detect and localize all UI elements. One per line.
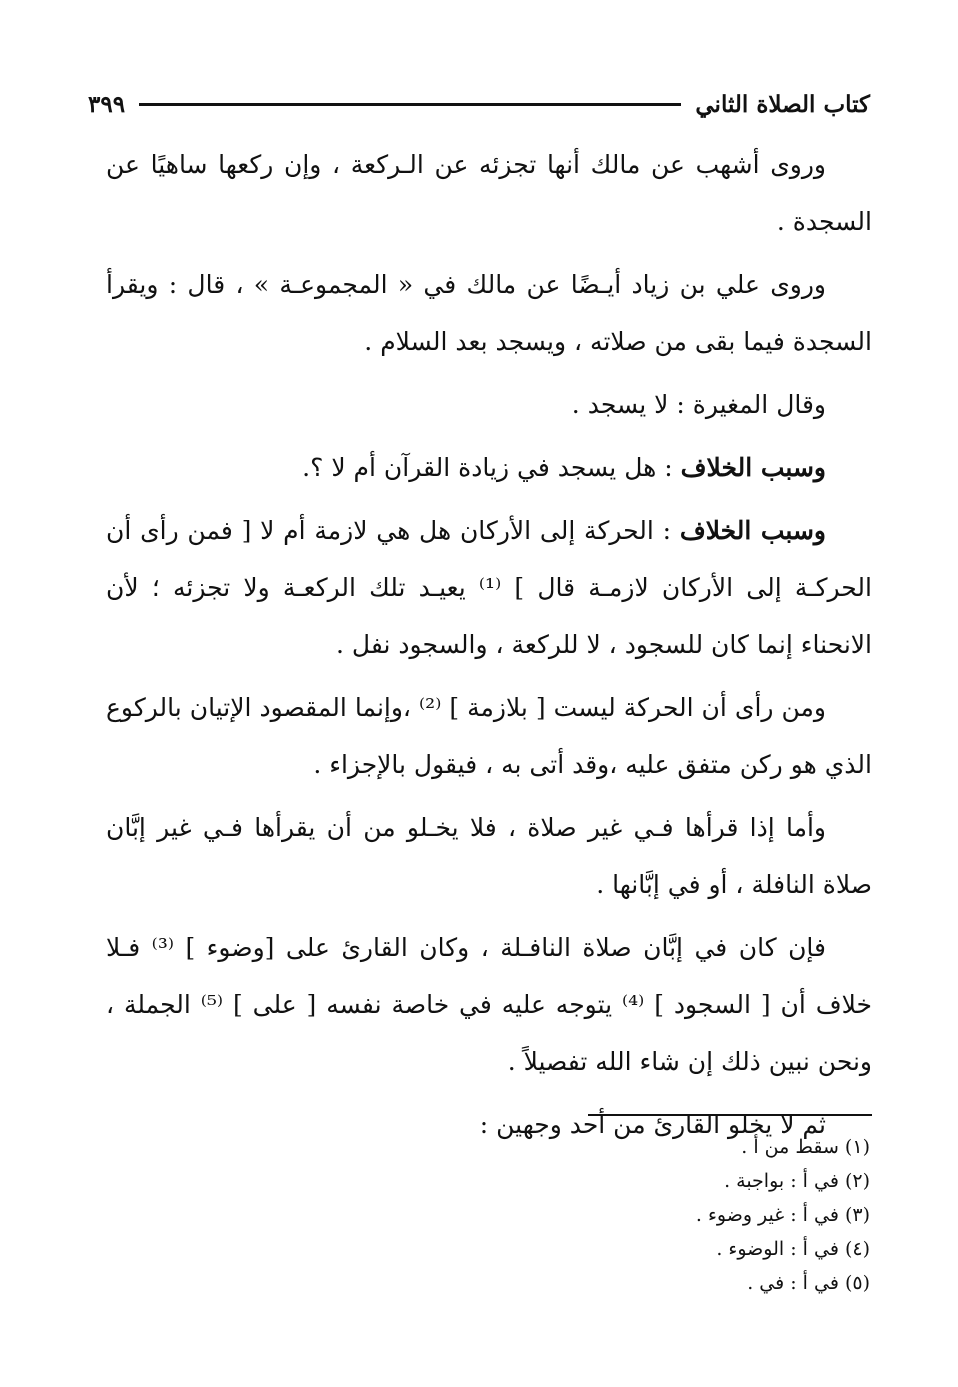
paragraph [106,502,872,673]
paragraph-text: وروى أشهب عن مالك أنها تجزئه عن الـركعة ، وإن ركعها ساهيًا عن السجدة . [106,150,872,236]
header-rule [139,103,681,106]
footnote: (٤) في أ : الوضوء . [716,1238,870,1260]
page-number: ٣٩٩ [88,90,126,118]
running-header [88,84,870,124]
paragraph [106,919,872,1090]
paragraph [106,136,872,250]
paragraph [106,439,872,496]
paragraph-text: وأما إذا قرأها فـي غير صلاة ، فلا يخـلو من أن يقرأها فـي غير إبَّان صلاة النافلة ، أو في إبَّانها . [106,813,872,899]
paragraph [106,256,872,370]
paragraph-text: فإن كان في إبَّان صلاة النافـلة ، وكان القارئ على [وضوء ] ⁽³⁾ فـلا خلاف أن [ السجود ] ⁽⁴⁾ يتوجه عليه في خاصة نفسه [ على ] ⁽⁵⁾ الجملة ، ونحن نبين ذلك إن شاء الله تفصيلاً . [106,933,873,1076]
footnote: (٣) في أ : غير وضوء . [695,1204,870,1226]
paragraph-text: : هل يسجد في زيادة القرآن أم لا ؟. [302,453,681,482]
footnote-separator [588,1114,872,1116]
paragraph-text: ومن رأى أن الحركة ليست [ بلازمة ] ⁽²⁾ ،وإنما المقصود الإتيان بالركوع الذي هو ركن متفق عليه ،وقد أتى به ، فيقول بالإجزاء . [106,693,872,779]
paragraph-text: وروى علي بن زياد أيـضًا عن مالك في « المجموعـة » ، قال : ويقرأ السجدة فيما بقى من صلاته ، ويسجد بعد السلام . [106,270,872,356]
footnote: (٢) في أ : بواجبة . [724,1170,870,1192]
footnote: (١) سقط من أ . [741,1136,870,1158]
paragraph [106,376,872,433]
paragraph-text: : الحركة إلى الأركان هل هي لازمة أم لا [ فمن رأى أن الحركـة إلى الأركان لازمـة قال ] ⁽¹⁾ يعيـد تلك الركعـة ولا تجزئه ؛ لأن الانحناء إنما كان للسجود ، لا للركعة ، والسجود نفل . [106,516,872,659]
paragraph-text: ثم لا يخلو القارئ من أحد وجهين : [479,1110,826,1139]
paragraph-text: وقال المغيرة : لا يسجد . [571,390,826,419]
footnotes [450,1130,870,1300]
paragraph [106,679,872,793]
paragraph [106,799,872,913]
paragraph-lead: وسبب الخلاف [680,453,826,482]
chapter-title: كتاب الصلاة الثاني [695,90,870,118]
footnote: (٥) في أ : في . [747,1272,870,1294]
paragraph-lead: وسبب الخلاف [679,516,826,545]
main-text [106,136,872,1159]
